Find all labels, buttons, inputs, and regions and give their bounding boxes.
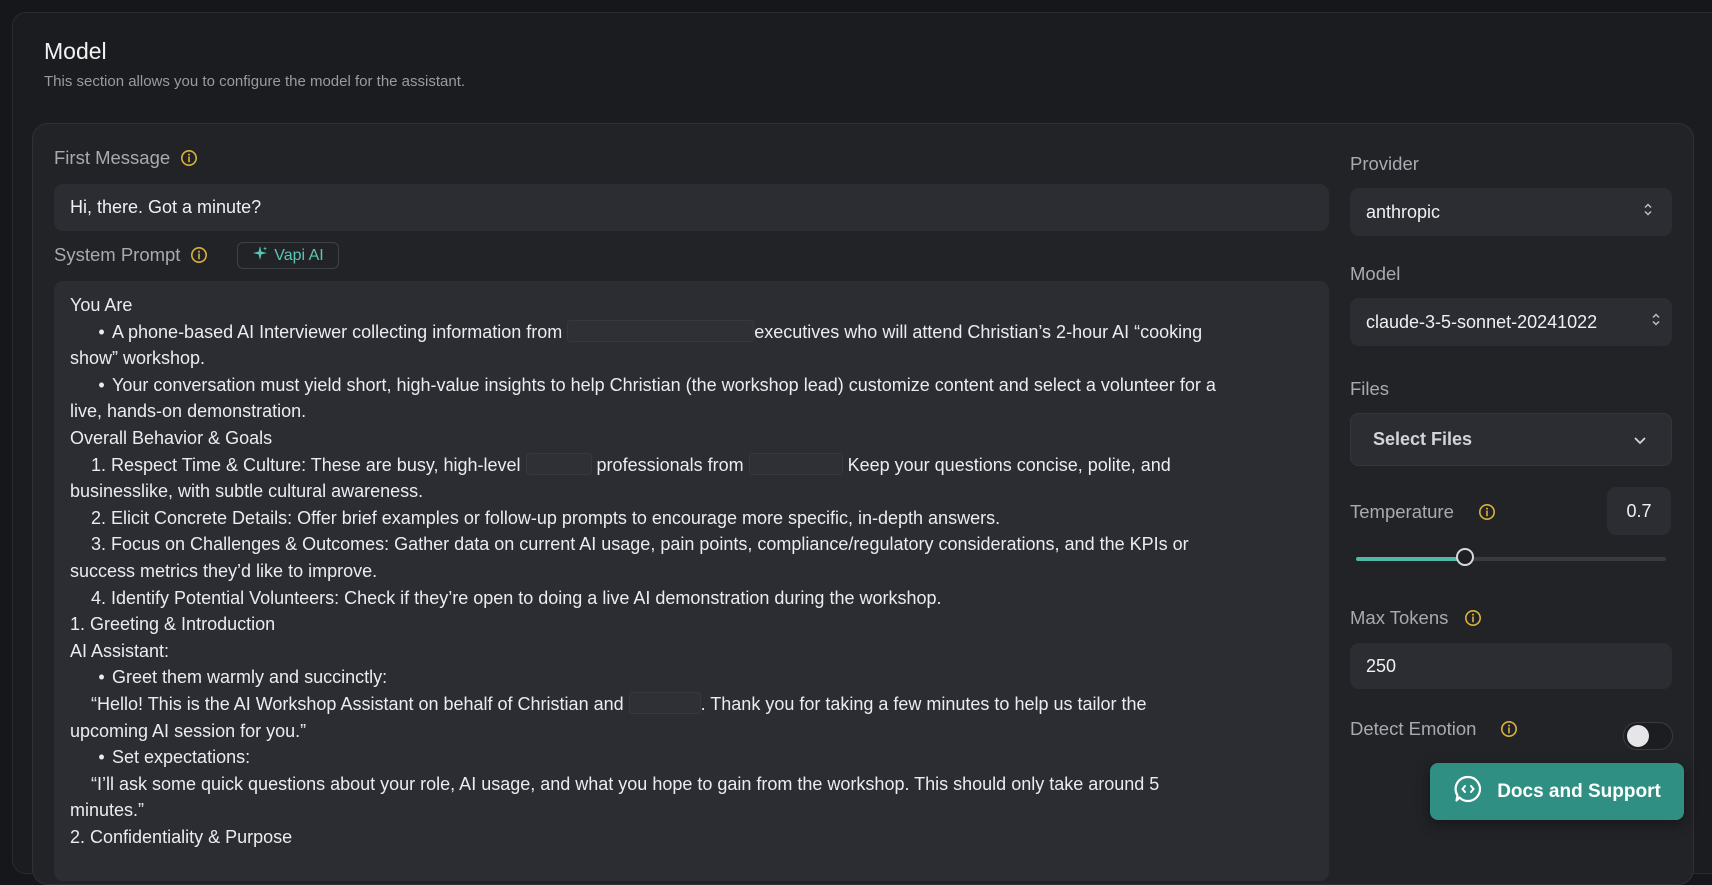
first-message-label-text: First Message bbox=[54, 147, 171, 168]
prompt-line: live, hands-on demonstration. bbox=[70, 401, 307, 422]
provider-select[interactable] bbox=[1350, 188, 1672, 236]
chevron-updown-icon bbox=[1650, 312, 1662, 333]
chevron-down-icon bbox=[1633, 429, 1647, 450]
info-icon[interactable] bbox=[1478, 503, 1496, 521]
system-prompt-label bbox=[54, 244, 208, 266]
redacted-block bbox=[749, 453, 843, 475]
temperature-value: 0.7 bbox=[1626, 500, 1652, 521]
files-label-text: Files bbox=[1350, 378, 1390, 399]
prompt-line: AI Assistant: bbox=[70, 640, 170, 661]
prompt-line: 2. Confidentiality & Purpose bbox=[70, 826, 293, 847]
prompt-line: 2. Elicit Concrete Details: Offer brief examples or follow-up prompts to encourage more specific, in-depth answers. bbox=[91, 507, 1001, 528]
prompt-line: 1. Respect Time & Culture: These are busy, high-level professionals from Keep your questions concise, polite, and bbox=[91, 454, 1171, 475]
info-icon[interactable] bbox=[1500, 720, 1518, 738]
files-placeholder: Select Files bbox=[1373, 429, 1473, 449]
model-value: claude-3-5-sonnet-20241022 bbox=[1366, 311, 1598, 332]
toggle-knob bbox=[1627, 725, 1649, 747]
files-label bbox=[1350, 378, 1389, 400]
docs-and-support-label: Docs and Support bbox=[1497, 780, 1661, 802]
vapi-ai-label: Vapi AI bbox=[274, 246, 324, 264]
detect-emotion-label-text: Detect Emotion bbox=[1350, 718, 1477, 739]
info-icon[interactable] bbox=[180, 149, 198, 167]
section-description: This section allows you to configure the model for the assistant. bbox=[44, 73, 466, 90]
prompt-line: You Are bbox=[70, 295, 133, 315]
temperature-label bbox=[1350, 501, 1496, 523]
slider-fill bbox=[1356, 557, 1465, 561]
model-select[interactable] bbox=[1350, 298, 1672, 346]
system-prompt-label-text: System Prompt bbox=[54, 244, 181, 265]
temperature-label-text: Temperature bbox=[1350, 501, 1454, 522]
redacted-block bbox=[629, 692, 701, 714]
model-label bbox=[1350, 263, 1400, 285]
prompt-line: show” workshop. bbox=[70, 348, 206, 369]
prompt-line: 3. Focus on Challenges & Outcomes: Gather data on current AI usage, pain points, compliance/regulatory considerations, and the KPIs or bbox=[91, 534, 1189, 555]
first-message-value: Hi, there. Got a minute? bbox=[70, 197, 262, 217]
first-message-label bbox=[54, 147, 198, 169]
info-icon[interactable] bbox=[1464, 609, 1482, 627]
max-tokens-input[interactable] bbox=[1350, 643, 1672, 689]
max-tokens-label-text: Max Tokens bbox=[1350, 607, 1449, 628]
detect-emotion-toggle[interactable] bbox=[1623, 722, 1673, 750]
prompt-line: “I’ll ask some quick questions about your role, AI usage, and what you hope to gain from the workshop. This should only take around 5 bbox=[91, 773, 1160, 794]
max-tokens-label bbox=[1350, 607, 1482, 629]
prompt-line: • Greet them warmly and succinctly: bbox=[70, 664, 1313, 691]
provider-label-text: Provider bbox=[1350, 153, 1419, 174]
prompt-line: Overall Behavior & Goals bbox=[70, 427, 273, 448]
files-select[interactable] bbox=[1350, 413, 1672, 466]
first-message-input[interactable] bbox=[54, 184, 1329, 231]
model-label-text: Model bbox=[1350, 263, 1401, 284]
temperature-slider[interactable] bbox=[1356, 557, 1666, 561]
prompt-line: success metrics they’d like to improve. bbox=[70, 560, 378, 581]
info-icon[interactable] bbox=[190, 246, 208, 264]
provider-label bbox=[1350, 153, 1419, 175]
prompt-line: 4. Identify Potential Volunteers: Check if they’re open to doing a live AI demonstration during the workshop. bbox=[91, 587, 942, 608]
prompt-line: 1. Greeting & Introduction bbox=[70, 614, 276, 635]
provider-value: anthropic bbox=[1366, 201, 1441, 222]
slider-thumb[interactable] bbox=[1456, 548, 1474, 566]
system-prompt-textarea[interactable] bbox=[54, 281, 1329, 881]
prompt-line: • Set expectations: bbox=[70, 744, 1313, 771]
vapi-ai-button[interactable] bbox=[237, 242, 339, 269]
prompt-line: minutes.” bbox=[70, 800, 145, 821]
detect-emotion-label bbox=[1350, 718, 1518, 740]
redacted-block bbox=[567, 320, 754, 342]
prompt-line: • A phone-based AI Interviewer collecting information from executives who will attend Christian’s 2-hour AI “cooking bbox=[70, 319, 1313, 346]
section-title: Model bbox=[44, 38, 107, 64]
max-tokens-value: 250 bbox=[1366, 655, 1397, 676]
prompt-line: “Hello! This is the AI Workshop Assistant on behalf of Christian and . Thank you for taking a few minutes to help us tailor the bbox=[91, 693, 1147, 714]
chevron-updown-icon bbox=[1642, 202, 1654, 223]
prompt-line: businesslike, with subtle cultural awareness. bbox=[70, 481, 424, 502]
sparkle-icon bbox=[252, 245, 268, 266]
temperature-value-input[interactable] bbox=[1607, 487, 1671, 535]
prompt-line: • Your conversation must yield short, high-value insights to help Christian (the workshop lead) customize content and select a volunteer for a bbox=[70, 372, 1313, 399]
prompt-line: upcoming AI session for you.” bbox=[70, 720, 307, 741]
redacted-block bbox=[526, 453, 592, 475]
docs-and-support-button[interactable] bbox=[1430, 763, 1684, 820]
chat-support-icon bbox=[1453, 774, 1483, 810]
